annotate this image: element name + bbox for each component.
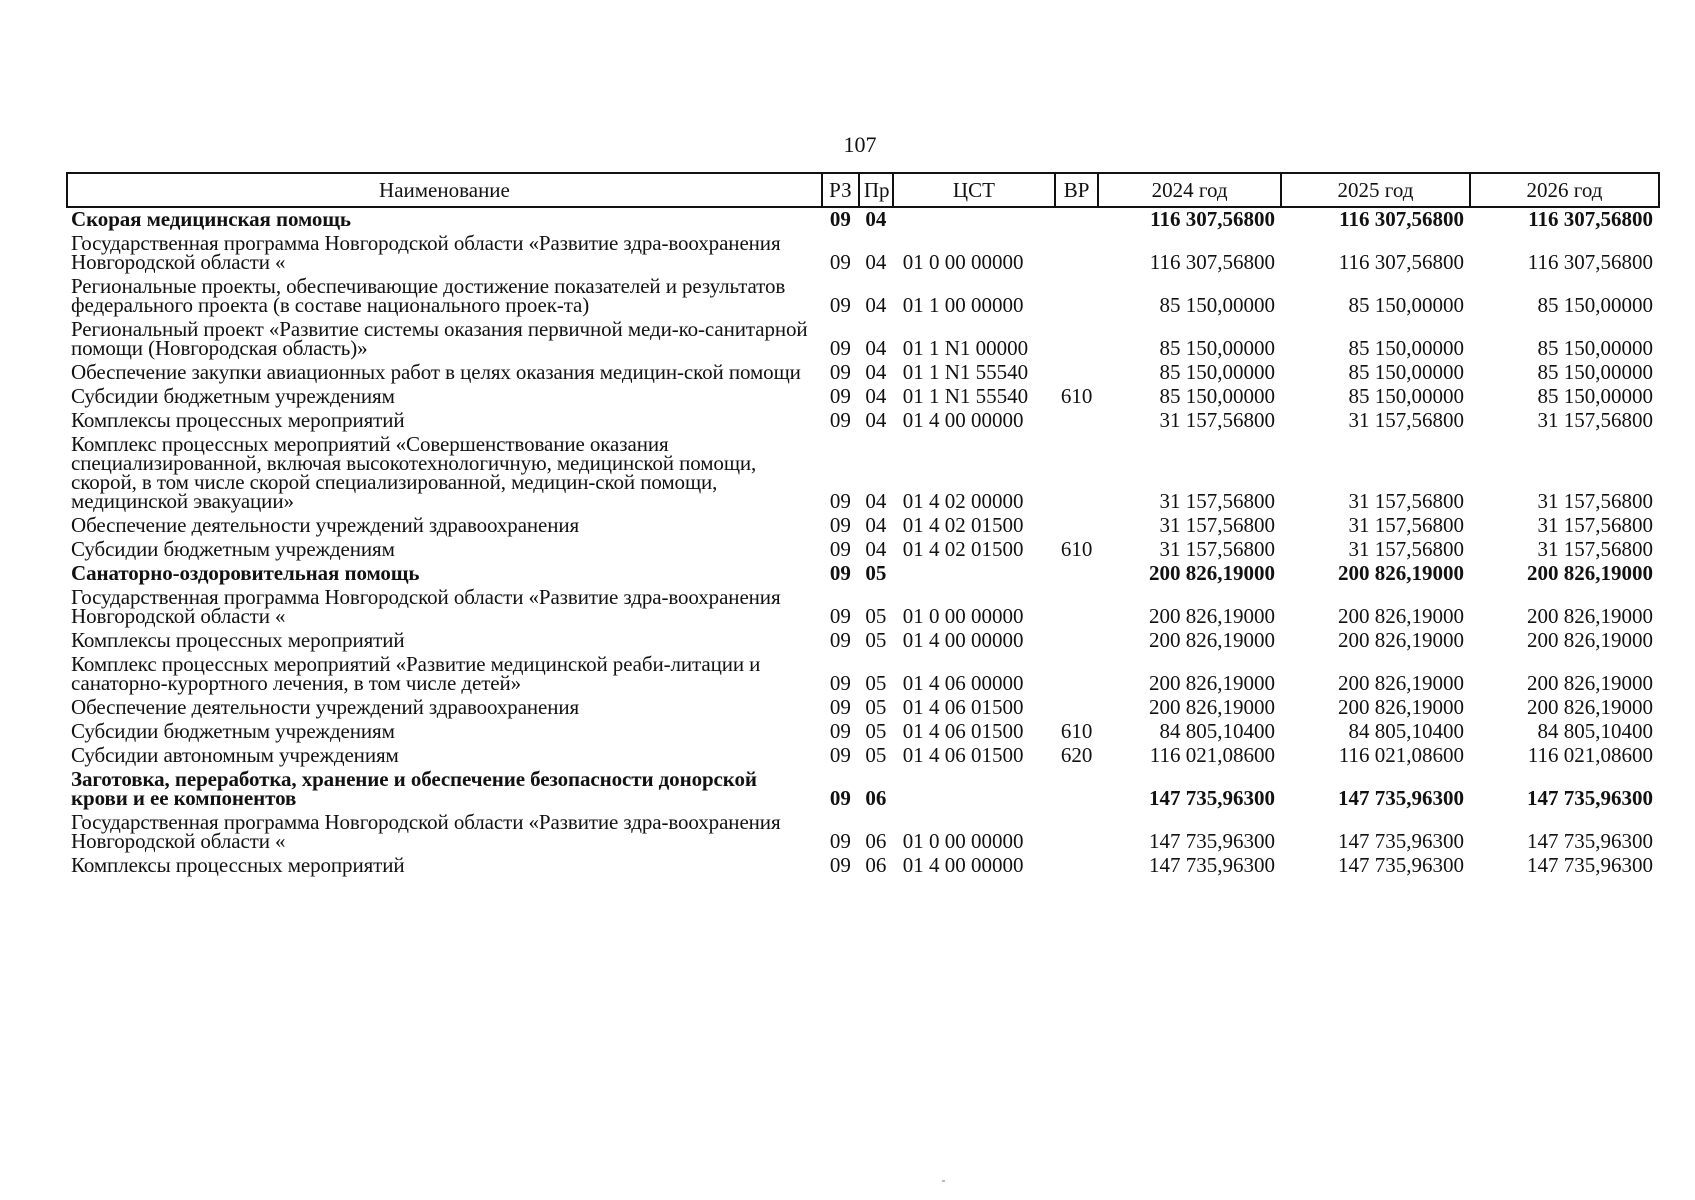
scan-speck xyxy=(942,1180,945,1182)
cell-pr: 05 xyxy=(865,671,887,695)
cell-y2026: 200 826,19000 xyxy=(1527,695,1653,719)
cell-y2025: 31 157,56800 xyxy=(1348,537,1464,561)
cell-vr xyxy=(1055,653,1098,696)
cell-vr xyxy=(1055,514,1098,538)
cell-pr: 04 xyxy=(865,513,887,537)
table-row xyxy=(67,629,1659,653)
table-row xyxy=(67,653,1659,696)
cell-y2026: 85 150,00000 xyxy=(1537,293,1653,317)
table-row xyxy=(67,586,1659,629)
cell-rz: 09 xyxy=(829,628,851,652)
cell-name: Санаторно-оздоровительная помощь xyxy=(71,561,420,585)
cell-vr xyxy=(1055,409,1098,433)
header-2024: 2024 год xyxy=(1098,173,1281,207)
cell-cst: 01 1 N1 00000 xyxy=(902,336,1029,360)
cell-y2025: 31 157,56800 xyxy=(1348,408,1464,432)
cell-vr: 610 xyxy=(1060,537,1093,561)
cell-cst: 01 4 06 01500 xyxy=(902,695,1024,719)
table-row xyxy=(67,409,1659,433)
cell-y2024: 200 826,19000 xyxy=(1148,671,1275,695)
cell-y2024: 85 150,00000 xyxy=(1159,336,1275,360)
cell-name: Обеспечение закупки авиационных работ в целях оказания медицин-ской помощи xyxy=(71,360,801,384)
cell-cst: 01 1 00 00000 xyxy=(902,293,1024,317)
cell-y2025: 31 157,56800 xyxy=(1348,513,1464,537)
cell-vr xyxy=(1055,854,1098,878)
cell-pr: 06 xyxy=(865,829,887,853)
cell-y2026: 31 157,56800 xyxy=(1537,489,1653,513)
cell-vr xyxy=(1055,629,1098,653)
cell-pr: 05 xyxy=(865,719,887,743)
cell-y2025: 200 826,19000 xyxy=(1337,628,1464,652)
header-vr: ВР xyxy=(1055,173,1098,207)
cell-y2024: 116 307,56800 xyxy=(1149,250,1275,274)
table-row xyxy=(67,768,1659,811)
cell-y2026: 31 157,56800 xyxy=(1537,513,1653,537)
cell-y2025: 116 307,56800 xyxy=(1338,250,1464,274)
cell-y2025: 147 735,96300 xyxy=(1337,853,1464,877)
cell-pr: 05 xyxy=(865,628,887,652)
cell-vr xyxy=(1055,275,1098,318)
cell-rz: 09 xyxy=(829,384,851,408)
cell-y2026: 147 735,96300 xyxy=(1527,853,1653,877)
cell-vr xyxy=(1055,562,1098,586)
cell-vr xyxy=(1055,433,1098,514)
cell-cst: 01 0 00 00000 xyxy=(902,250,1024,274)
cell-y2025: 147 735,96300 xyxy=(1337,786,1464,810)
cell-cst: 01 4 06 00000 xyxy=(902,671,1024,695)
cell-vr xyxy=(1055,586,1098,629)
table-row xyxy=(67,275,1659,318)
cell-y2024: 147 735,96300 xyxy=(1148,786,1275,810)
cell-y2026: 200 826,19000 xyxy=(1527,671,1653,695)
cell-rz: 09 xyxy=(829,743,851,767)
cell-cst: 01 0 00 00000 xyxy=(902,604,1024,628)
cell-y2025: 85 150,00000 xyxy=(1348,336,1464,360)
cell-rz: 09 xyxy=(829,293,851,317)
cell-rz: 09 xyxy=(829,604,851,628)
header-rz: РЗ xyxy=(822,173,859,207)
cell-name: Государственная программа Новгородской области «Развитие здра-воохранения Новгородской области « xyxy=(71,231,781,274)
cell-y2026: 116 021,08600 xyxy=(1527,743,1653,767)
cell-rz: 09 xyxy=(829,207,851,231)
cell-y2024: 116 021,08600 xyxy=(1149,743,1275,767)
cell-y2025: 84 805,10400 xyxy=(1348,719,1464,743)
table-row xyxy=(67,385,1659,409)
header-2026: 2026 год xyxy=(1470,173,1659,207)
cell-rz: 09 xyxy=(829,786,851,810)
cell-y2025: 200 826,19000 xyxy=(1337,561,1464,585)
cell-cst: 01 4 00 00000 xyxy=(902,628,1024,652)
cell-y2026: 84 805,10400 xyxy=(1537,719,1653,743)
cell-rz: 09 xyxy=(829,671,851,695)
cell-name: Обеспечение деятельности учреждений здравоохранения xyxy=(71,513,580,537)
table-row xyxy=(67,232,1659,275)
table-row xyxy=(67,720,1659,744)
cell-cst xyxy=(893,207,1055,232)
cell-pr: 04 xyxy=(865,360,887,384)
table-row xyxy=(67,318,1659,361)
cell-y2024: 147 735,96300 xyxy=(1148,853,1275,877)
cell-vr xyxy=(1055,232,1098,275)
cell-y2026: 31 157,56800 xyxy=(1537,537,1653,561)
cell-y2026: 31 157,56800 xyxy=(1537,408,1653,432)
table-row xyxy=(67,433,1659,514)
cell-y2025: 31 157,56800 xyxy=(1348,489,1464,513)
cell-name: Комплексы процессных мероприятий xyxy=(71,408,405,432)
cell-y2025: 200 826,19000 xyxy=(1337,604,1464,628)
cell-pr: 04 xyxy=(865,489,887,513)
cell-rz: 09 xyxy=(829,250,851,274)
cell-vr xyxy=(1055,361,1098,385)
table-row xyxy=(67,207,1659,232)
header-pr: Пр xyxy=(859,173,893,207)
cell-pr: 06 xyxy=(865,853,887,877)
cell-y2026: 200 826,19000 xyxy=(1527,628,1653,652)
cell-rz: 09 xyxy=(829,489,851,513)
cell-rz: 09 xyxy=(829,513,851,537)
header-2025: 2025 год xyxy=(1281,173,1470,207)
table-row xyxy=(67,744,1659,768)
cell-cst: 01 4 06 01500 xyxy=(902,743,1024,767)
cell-pr: 04 xyxy=(865,293,887,317)
cell-pr: 04 xyxy=(865,537,887,561)
header-row xyxy=(67,173,1659,207)
cell-y2024: 85 150,00000 xyxy=(1159,360,1275,384)
cell-y2026: 85 150,00000 xyxy=(1537,360,1653,384)
cell-rz: 09 xyxy=(829,336,851,360)
cell-y2025: 85 150,00000 xyxy=(1348,360,1464,384)
cell-vr xyxy=(1055,207,1098,232)
cell-y2026: 147 735,96300 xyxy=(1527,786,1653,810)
cell-cst xyxy=(893,562,1055,586)
cell-cst: 01 0 00 00000 xyxy=(902,829,1024,853)
cell-y2024: 147 735,96300 xyxy=(1148,829,1275,853)
cell-y2025: 85 150,00000 xyxy=(1348,384,1464,408)
cell-vr xyxy=(1055,768,1098,811)
table-row xyxy=(67,562,1659,586)
cell-y2024: 31 157,56800 xyxy=(1159,408,1275,432)
cell-y2026: 200 826,19000 xyxy=(1527,604,1653,628)
cell-name: Комплекс процессных мероприятий «Развитие медицинской реаби-литации и санаторно-курортного лечения, в том числе детей» xyxy=(71,652,761,695)
cell-vr: 610 xyxy=(1060,384,1093,408)
cell-y2024: 200 826,19000 xyxy=(1148,604,1275,628)
cell-name: Комплекс процессных мероприятий «Совершенствование оказания специализированной, включая высокотехнологичную, медицинской помощи, скорой, в том числе скорой специализированной, медицин-ской помощи, медицинской эвакуации» xyxy=(71,432,757,513)
cell-pr: 04 xyxy=(865,250,887,274)
table-body xyxy=(67,207,1659,878)
cell-y2025: 85 150,00000 xyxy=(1348,293,1464,317)
cell-y2025: 147 735,96300 xyxy=(1337,829,1464,853)
cell-name: Заготовка, переработка, хранение и обеспечение безопасности донорской крови и ее компонентов xyxy=(71,767,757,810)
budget-table xyxy=(66,172,1660,878)
cell-rz: 09 xyxy=(829,853,851,877)
cell-cst: 01 4 00 00000 xyxy=(902,853,1024,877)
cell-y2024: 200 826,19000 xyxy=(1148,561,1275,585)
cell-y2026: 116 307,56800 xyxy=(1528,207,1653,231)
cell-pr: 04 xyxy=(865,336,887,360)
table-row xyxy=(67,811,1659,854)
cell-cst: 01 1 N1 55540 xyxy=(902,360,1029,384)
cell-rz: 09 xyxy=(829,719,851,743)
cell-y2024: 31 157,56800 xyxy=(1159,489,1275,513)
cell-name: Комплексы процессных мероприятий xyxy=(71,853,405,877)
cell-cst: 01 4 02 01500 xyxy=(902,513,1024,537)
table-row xyxy=(67,854,1659,878)
cell-y2025: 116 307,56800 xyxy=(1339,207,1464,231)
cell-name: Субсидии бюджетным учреждениям xyxy=(71,537,395,561)
cell-y2024: 116 307,56800 xyxy=(1150,207,1275,231)
cell-name: Скорая медицинская помощь xyxy=(71,207,351,231)
cell-y2024: 85 150,00000 xyxy=(1159,384,1275,408)
cell-y2025: 116 021,08600 xyxy=(1338,743,1464,767)
cell-pr: 06 xyxy=(865,786,887,810)
cell-rz: 09 xyxy=(829,537,851,561)
cell-name: Комплексы процессных мероприятий xyxy=(71,628,405,652)
cell-vr: 620 xyxy=(1060,743,1093,767)
cell-cst xyxy=(893,768,1055,811)
cell-y2026: 147 735,96300 xyxy=(1527,829,1653,853)
cell-name: Субсидии бюджетным учреждениям xyxy=(71,719,395,743)
cell-vr xyxy=(1055,811,1098,854)
cell-cst: 01 4 06 01500 xyxy=(902,719,1024,743)
cell-pr: 04 xyxy=(865,384,887,408)
cell-y2024: 31 157,56800 xyxy=(1159,537,1275,561)
cell-pr: 05 xyxy=(865,695,887,719)
cell-y2026: 85 150,00000 xyxy=(1537,336,1653,360)
cell-y2026: 116 307,56800 xyxy=(1527,250,1653,274)
cell-rz: 09 xyxy=(829,561,851,585)
cell-y2024: 200 826,19000 xyxy=(1148,695,1275,719)
header-cst: ЦСТ xyxy=(893,173,1055,207)
table-row xyxy=(67,538,1659,562)
cell-rz: 09 xyxy=(829,360,851,384)
cell-y2024: 200 826,19000 xyxy=(1148,628,1275,652)
cell-name: Государственная программа Новгородской области «Развитие здра-воохранения Новгородской области « xyxy=(71,810,781,853)
cell-y2025: 200 826,19000 xyxy=(1337,671,1464,695)
table-row xyxy=(67,361,1659,385)
cell-name: Региональные проекты, обеспечивающие достижение показателей и результатов федерального проекта (в составе национального проек-та) xyxy=(71,274,786,317)
cell-y2024: 85 150,00000 xyxy=(1159,293,1275,317)
cell-cst: 01 1 N1 55540 xyxy=(902,384,1029,408)
cell-name: Региональный проект «Развитие системы оказания первичной меди-ко-санитарной помощи (Новгородская область)» xyxy=(71,317,808,360)
cell-name: Субсидии бюджетным учреждениям xyxy=(71,384,395,408)
table-row xyxy=(67,696,1659,720)
cell-rz: 09 xyxy=(829,408,851,432)
table-header xyxy=(67,173,1659,207)
cell-y2024: 31 157,56800 xyxy=(1159,513,1275,537)
cell-pr: 05 xyxy=(865,743,887,767)
cell-cst: 01 4 02 01500 xyxy=(902,537,1024,561)
cell-y2026: 200 826,19000 xyxy=(1527,561,1653,585)
cell-y2026: 85 150,00000 xyxy=(1537,384,1653,408)
cell-rz: 09 xyxy=(829,695,851,719)
cell-y2024: 84 805,10400 xyxy=(1159,719,1275,743)
cell-vr xyxy=(1055,696,1098,720)
cell-y2025: 200 826,19000 xyxy=(1337,695,1464,719)
cell-vr: 610 xyxy=(1060,719,1093,743)
cell-name: Государственная программа Новгородской области «Развитие здра-воохранения Новгородской области « xyxy=(71,585,781,628)
cell-name: Обеспечение деятельности учреждений здравоохранения xyxy=(71,695,580,719)
table-row xyxy=(67,514,1659,538)
cell-cst: 01 4 02 00000 xyxy=(902,489,1024,513)
cell-cst: 01 4 00 00000 xyxy=(902,408,1024,432)
cell-pr: 04 xyxy=(865,408,887,432)
cell-pr: 04 xyxy=(865,207,887,231)
cell-pr: 05 xyxy=(865,604,887,628)
page-number: 107 xyxy=(843,132,877,157)
cell-pr: 05 xyxy=(865,561,887,585)
header-name: Наименование xyxy=(67,173,822,207)
cell-name: Субсидии автономным учреждениям xyxy=(71,743,399,767)
cell-vr xyxy=(1055,318,1098,361)
cell-rz: 09 xyxy=(829,829,851,853)
